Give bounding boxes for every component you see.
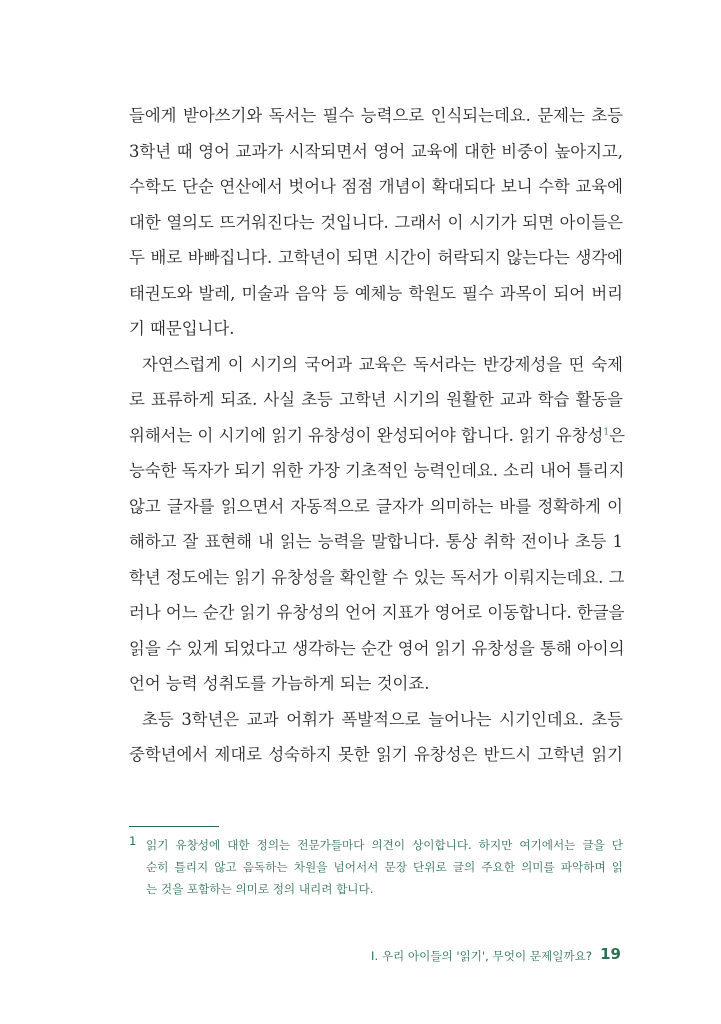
text-line: 대한 열의도 뜨거워진다는 것입니다. 그래서 이 시기가 되면 아이들은 xyxy=(129,212,623,232)
footnote xyxy=(129,834,623,900)
text-line: 초등 3학년은 교과 어휘가 폭발적으로 늘어나는 시기인데요. 초등 xyxy=(142,709,623,729)
text-line: 수학도 단순 연산에서 벗어나 점점 개념이 확대되다 보니 수학 교육에 xyxy=(129,177,623,196)
text-line: 러나 어느 순간 읽기 유창성의 언어 지표가 영어로 이동합니다. 한글을 xyxy=(129,603,625,622)
running-head: I. 우리 아이들의 '읽기', 무엇이 문제일까요? xyxy=(371,949,592,963)
text-line: 읽을 수 있게 되었다고 생각하는 순간 영어 읽기 유창성을 통해 아이의 xyxy=(129,638,625,658)
text-line: 않고 글자를 읽으면서 자동적으로 글자가 의미하는 바를 정확하게 이 xyxy=(129,496,623,516)
footnote-divider xyxy=(129,826,219,827)
text-fragment: 위해서는 이 시기에 읽기 유창성이 완성되어야 합니다. 읽기 유창성 xyxy=(129,425,604,445)
text-line: 능숙한 독자가 되기 위한 가장 기초적인 능력인데요. 소리 내어 틀리지 xyxy=(129,461,625,480)
text-fragment: 은 xyxy=(609,425,625,445)
footnote-line: 읽기 유창성에 대한 정의는 전문가들마다 의견이 상이합니다. 하지만 여기에서는 글을 단 xyxy=(146,838,623,852)
text-line: 로 표류하게 되죠. 사실 초등 고학년 시기의 원활한 교과 학습 활동을 xyxy=(129,390,623,409)
text-line: 3학년 때 영어 교과가 시작되면서 영어 교육에 대한 비중이 높아지고, xyxy=(129,141,623,161)
footnote-number: 1 xyxy=(129,834,137,848)
text-line: 태권도와 발레, 미술과 음악 등 예체능 학원도 필수 과목이 되어 버리 xyxy=(129,283,623,303)
text-line: 해하고 잘 표현해 내 읽는 능력을 말합니다. 통상 취학 전이나 초등 1 xyxy=(129,532,623,551)
text-line: 언어 능력 성취도를 가늠하게 되는 것이죠. xyxy=(129,674,430,693)
footnote-line: 는 것을 포함하는 의미로 정의 내리려 합니다. xyxy=(146,882,374,896)
text-line: 기 때문입니다. xyxy=(129,319,235,338)
text-line: 들에게 받아쓰기와 독서는 필수 능력으로 인식되는데요. 문제는 초등 xyxy=(129,106,623,125)
page-number: 19 xyxy=(600,945,621,963)
text-line xyxy=(129,418,623,454)
text-line: 자연스럽게 이 시기의 국어과 교육은 독서라는 반강제성을 띤 숙제 xyxy=(142,354,623,374)
text-line: 학년 정도에는 읽기 유창성을 확인할 수 있는 독서가 이뤄지는데요. 그 xyxy=(129,567,625,587)
footnote-line: 순히 틀리지 않고 음독하는 차원을 넘어서서 문장 단위로 글의 주요한 의미를 파악하며 읽 xyxy=(146,860,623,874)
body-text xyxy=(129,98,623,773)
text-line: 중학년에서 제대로 성숙하지 못한 읽기 유창성은 반드시 고학년 읽기 xyxy=(129,745,623,764)
footnote-marker[interactable]: 1 xyxy=(603,427,610,438)
footnote-body xyxy=(146,834,623,900)
text-line: 두 배로 바빠집니다. 고학년이 되면 시간이 허락되지 않는다는 생각에 xyxy=(129,248,623,267)
